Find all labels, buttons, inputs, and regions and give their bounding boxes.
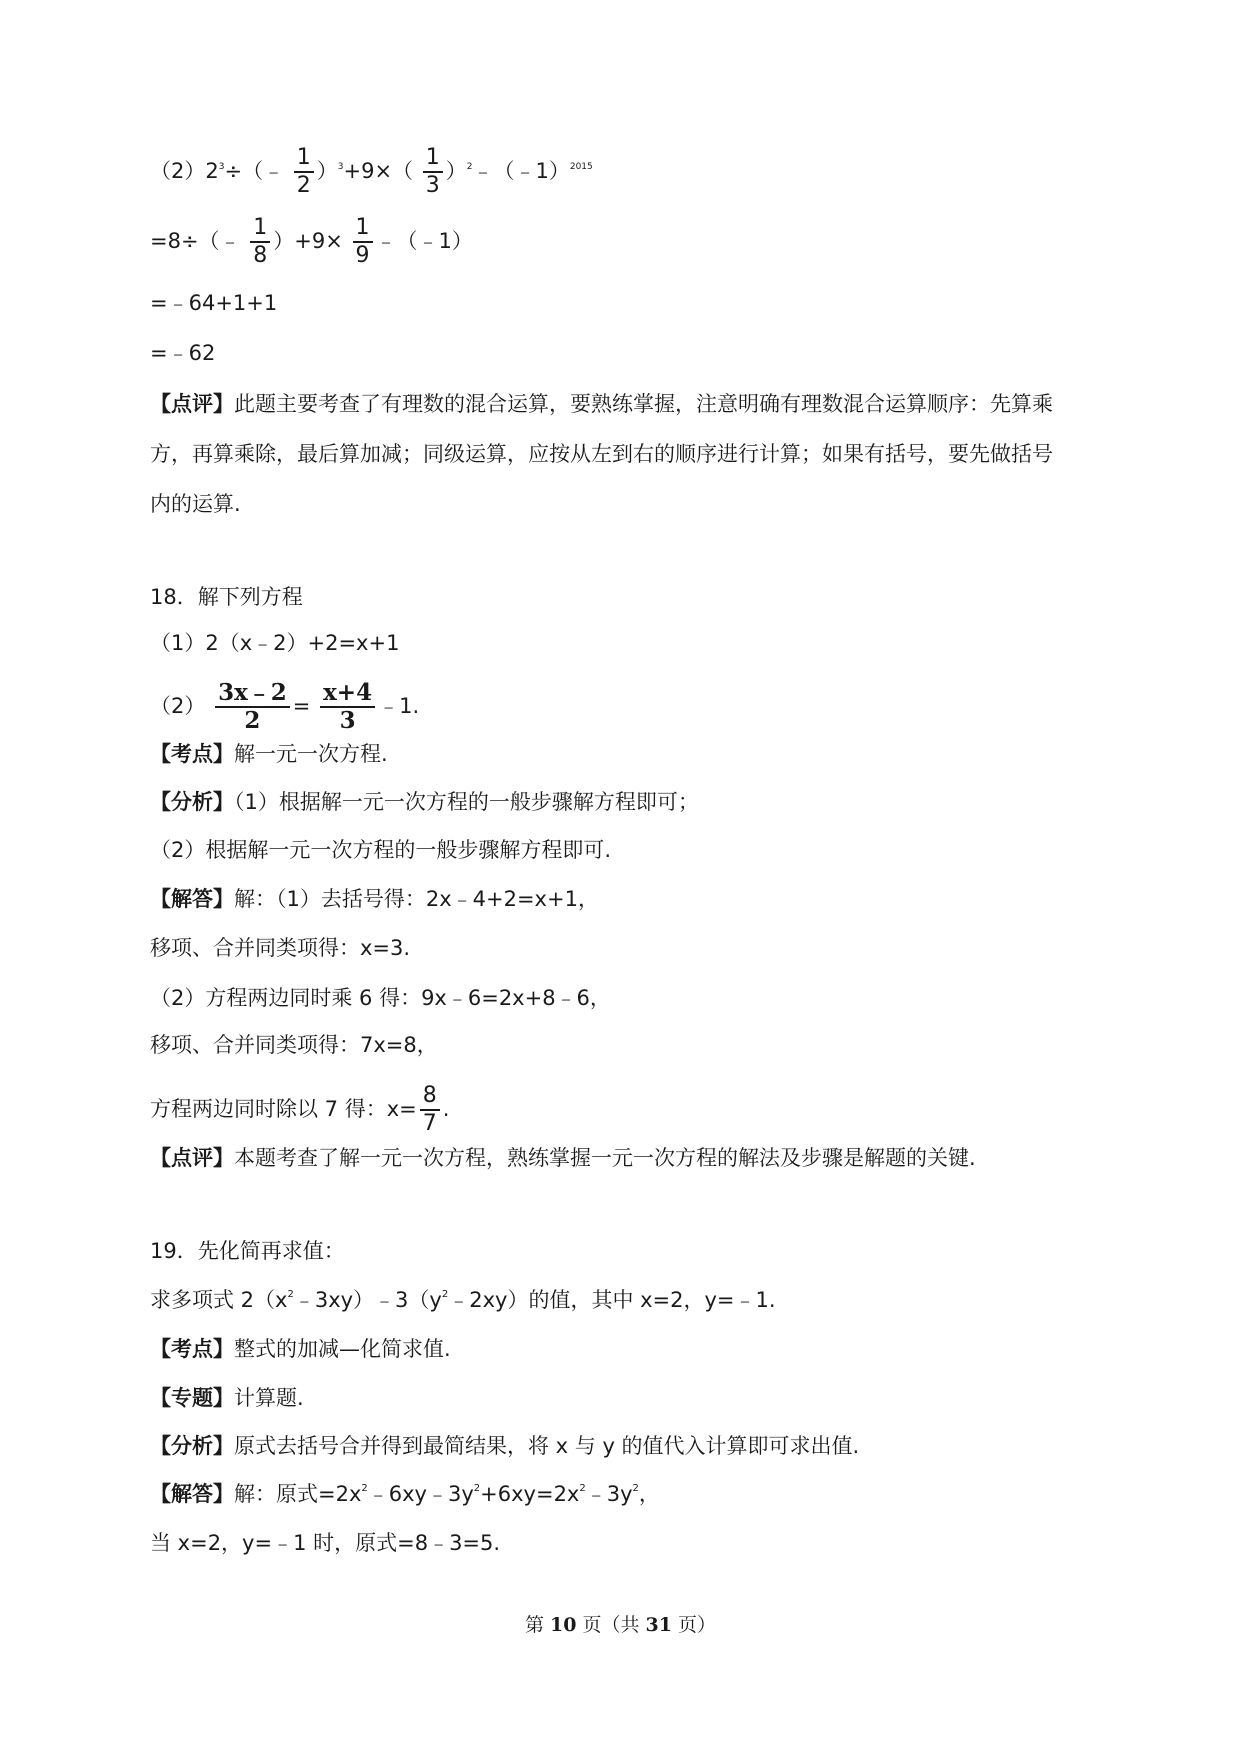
expression-line: $(2)2^3\div(﹣$ $\frac{1}{2}$ ）$^3$+9×（ $\frac{1}{3}$ ）$^2$﹣（﹣1）$^{2015}$ <box>150 145 593 198</box>
page-footer: 第 10 页（共 31 页） <box>524 1614 717 1636</box>
comment-line: 内的运算. <box>150 492 241 516</box>
kaodian-line: 【考点】解一元一次方程. <box>150 742 388 766</box>
answer-line: 当 x=2，y=﹣1 时，原式=8﹣3=5. <box>150 1531 501 1555</box>
answer-line: 移项、合并同类项得：7x=8， <box>150 1033 438 1057</box>
question-title: 19．先化简再求值： <box>150 1239 345 1263</box>
comment-line: 方，再算乘除，最后算加减；同级运算，应按从左到右的顺序进行计算；如果有括号，要先做括号 <box>150 442 1053 466</box>
fraction: $\frac{1}{3}$ <box>423 145 443 199</box>
answer-line: 【解答】解：（1）去括号得：2x﹣4+2=x+1， <box>150 887 599 911</box>
step-line: =﹣64+1+1 <box>150 291 278 315</box>
step-line: =﹣62 <box>150 341 216 365</box>
answer-line: 移项、合并同类项得：x=3. <box>150 936 411 960</box>
fraction: $\frac{x+4}{3}$ <box>320 680 375 734</box>
answer-line: 【解答】解：原式$=2x^2﹣6xy﹣3y^2+6xy=2x^2﹣3y^2$， <box>150 1482 660 1506</box>
comment-line: 【点评】本题考查了解一元一次方程，熟练掌握一元一次方程的解法及步骤是解题的关键. <box>150 1146 976 1170</box>
fraction: $\frac{1}{8}$ <box>250 215 270 269</box>
comment-line: 【点评】此题主要考查了有理数的混合运算，要熟练掌握，注意明确有理数混合运算顺序：先算乘 <box>150 392 1053 416</box>
analysis-line: 【分析】原式去括号合并得到最简结果，将 x 与 y 的值代入计算即可求出值. <box>150 1434 860 1458</box>
fraction: $\frac{8}{7}$ <box>420 1083 440 1137</box>
page-total: 31 <box>645 1614 672 1636</box>
analysis-line: （2）根据解一元一次方程的一般步骤解方程即可. <box>150 838 612 862</box>
answer-line: （2）方程两边同时乘 6 得：9x﹣6=2x+8﹣6， <box>150 986 611 1010</box>
equation-line: （2） $\frac{3x﹣2}{2}$ = $\frac{x+4}{3}$ ﹣1. <box>150 679 420 734</box>
analysis-line: 【分析】（1）根据解一元一次方程的一般步骤解方程即可； <box>150 790 699 814</box>
equation-line: （1）2（x﹣2）+2=x+1 <box>150 631 400 655</box>
topic-line: 【专题】计算题. <box>150 1386 304 1410</box>
fraction: $\frac{3x﹣2}{2}$ <box>215 680 290 734</box>
page-number: 10 <box>550 1614 577 1636</box>
kaodian-line: 【考点】整式的加减—化简求值. <box>150 1337 451 1361</box>
fraction: $\frac{1}{2}$ <box>294 145 314 199</box>
answer-line: 方程两边同时除以 7 得：x= $\frac{8}{7}$ . <box>150 1083 450 1136</box>
step-line: =8÷（﹣ $\frac{1}{8}$ ）+9× $\frac{1}{9}$ ﹣（﹣1） <box>150 215 473 268</box>
question-title: 18．解下列方程 <box>150 585 303 609</box>
question-stem: 求多项式 $2(x^2﹣3xy)﹣3(y^2﹣2xy)$的值，其中 x=2，y=﹣1. <box>150 1288 776 1312</box>
fraction: $\frac{1}{9}$ <box>353 215 373 269</box>
